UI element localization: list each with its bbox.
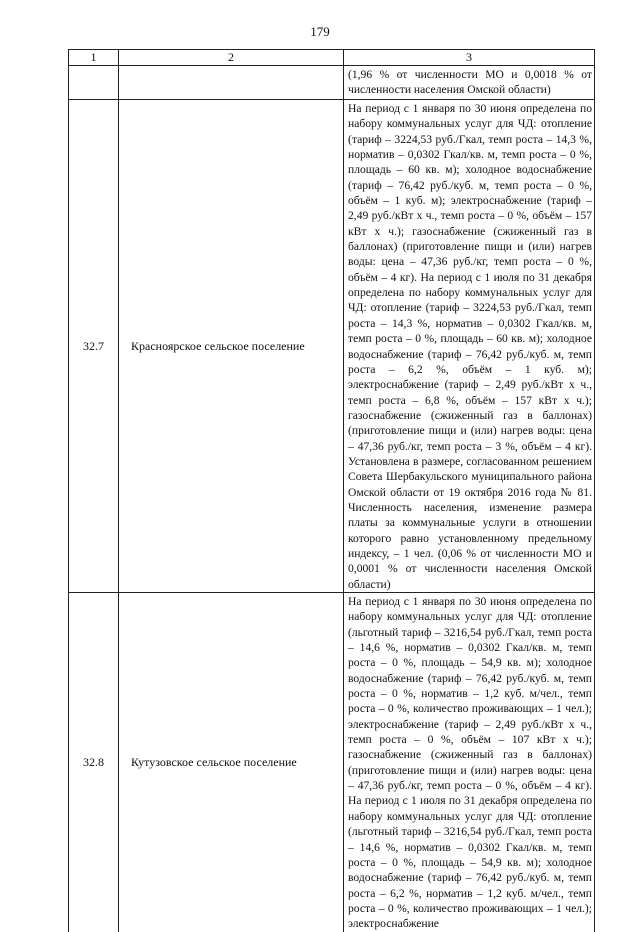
- table-row: [69, 593, 595, 932]
- settlement-name: [119, 66, 344, 100]
- table-header-row: [69, 50, 595, 66]
- table-row: [69, 100, 595, 593]
- header-col-3: 3: [344, 50, 595, 66]
- row-description: [344, 593, 595, 932]
- row-description-text: (1,96 % от численности МО и 0,0018 % от численности населения Омской области): [348, 68, 592, 97]
- row-description-text: На период с 1 января по 30 июня определена по набору коммунальных услуг для ЧД: отопление (льготный тариф – 3216,54 руб./Гкал, темп роста – 14,6 %, норматив – 0,0302 Гкал/кв. м, темп роста – 0 %, площадь – 54,9 кв. м); холодное водоснабжение (тариф – 76,42 руб./куб. м, темп роста – 0 %, норматив – 1,2 куб. м/чел., темп роста – 0 %, количество проживающих – 1 чел.); электроснабжение (тариф – 2,49 руб./кВт х ч., темп роста – 0 %, объём – 107 кВт х ч.); газоснабжение (сжиженный газ в баллонах) (приготовление пищи и (или) нагрев воды: цена – 47,36 руб./кг, темп роста – 0 %, объём – 4 кг). На период с 1 июля по 31 декабря определена по набору коммунальных услуг для ЧД: отопление (льготный тариф – 3216,54 руб./Гкал, темп роста – 14,6 %, норматив – 0,0302 Гкал/кв. м, темп роста – 0 %, площадь – 54,9 кв. м); холодное водоснабжение (тариф – 76,42 руб./куб. м, темп роста – 6,2 %, норматив – 1,2 куб. м/чел., темп роста – 0 %, количество проживающих – 1 чел.); электроснабжение: [348, 595, 592, 931]
- row-number: 32.7: [69, 100, 119, 593]
- row-description: [344, 100, 595, 593]
- row-description-text: На период с 1 января по 30 июня определена по набору коммунальных услуг для ЧД: отопление (тариф – 3224,53 руб./Гкал, темп роста – 14,3 %, норматив – 0,0302 Гкал/кв. м, темп роста – 0 %, площадь – 60 кв. м); холодное водоснабжение (тариф – 76,42 руб./куб. м, темп роста – 0 %, объём – 1 куб. м); электроснабжение (тариф – 2,49 руб./кВт х ч., темп роста – 0 %, объём – 157 кВт х ч.); газоснабжение (сжиженный газ в баллонах) (приготовление пищи и (или) нагрев воды: цена – 47,36 руб./кг, темп роста – 0 %, объём – 4 кг). На период с 1 июля по 31 декабря определена по набору коммунальных услуг для ЧД: отопление (тариф – 3224,53 руб./Гкал, темп роста – 14,3 %, норматив – 0,0302 Гкал/кв. м, темп роста – 0 %, площадь – 60 кв. м); холодное водоснабжение (тариф – 76,42 руб./куб. м, темп роста – 6,2 %, объём – 1 куб. м); электроснабжение (тариф – 2,49 руб./кВт х ч., темп роста – 6,8 %, объём – 157 кВт х ч.); газоснабжение (сжиженный газ в баллонах) (приготовление пищи и (или) нагрев воды: цена – 47,36 руб./кг, темп роста – 3 %, объём – 4 кг). Установлена в размере, согласованном решением Совета Шербакульского муниципального района Омской области от 19 октября 2016 года № 81. Численность населения, изменение размера платы за коммунальные услуги в отношении которого равно установленному предельному индексу, – 1 чел. (0,06 % от численности МО и 0,0001 % от численности населения Омской области): [348, 102, 592, 591]
- header-col-1: 1: [69, 50, 119, 66]
- row-number: 32.8: [69, 593, 119, 932]
- row-number: [69, 66, 119, 100]
- settlement-name: Красноярское сельское поселение: [119, 100, 344, 593]
- header-col-2: 2: [119, 50, 344, 66]
- row-description: [344, 66, 595, 100]
- page-number: 179: [310, 24, 330, 39]
- table-row: [69, 66, 595, 100]
- settlement-name: Кутузовское сельское поселение: [119, 593, 344, 932]
- indices-table: [68, 49, 595, 932]
